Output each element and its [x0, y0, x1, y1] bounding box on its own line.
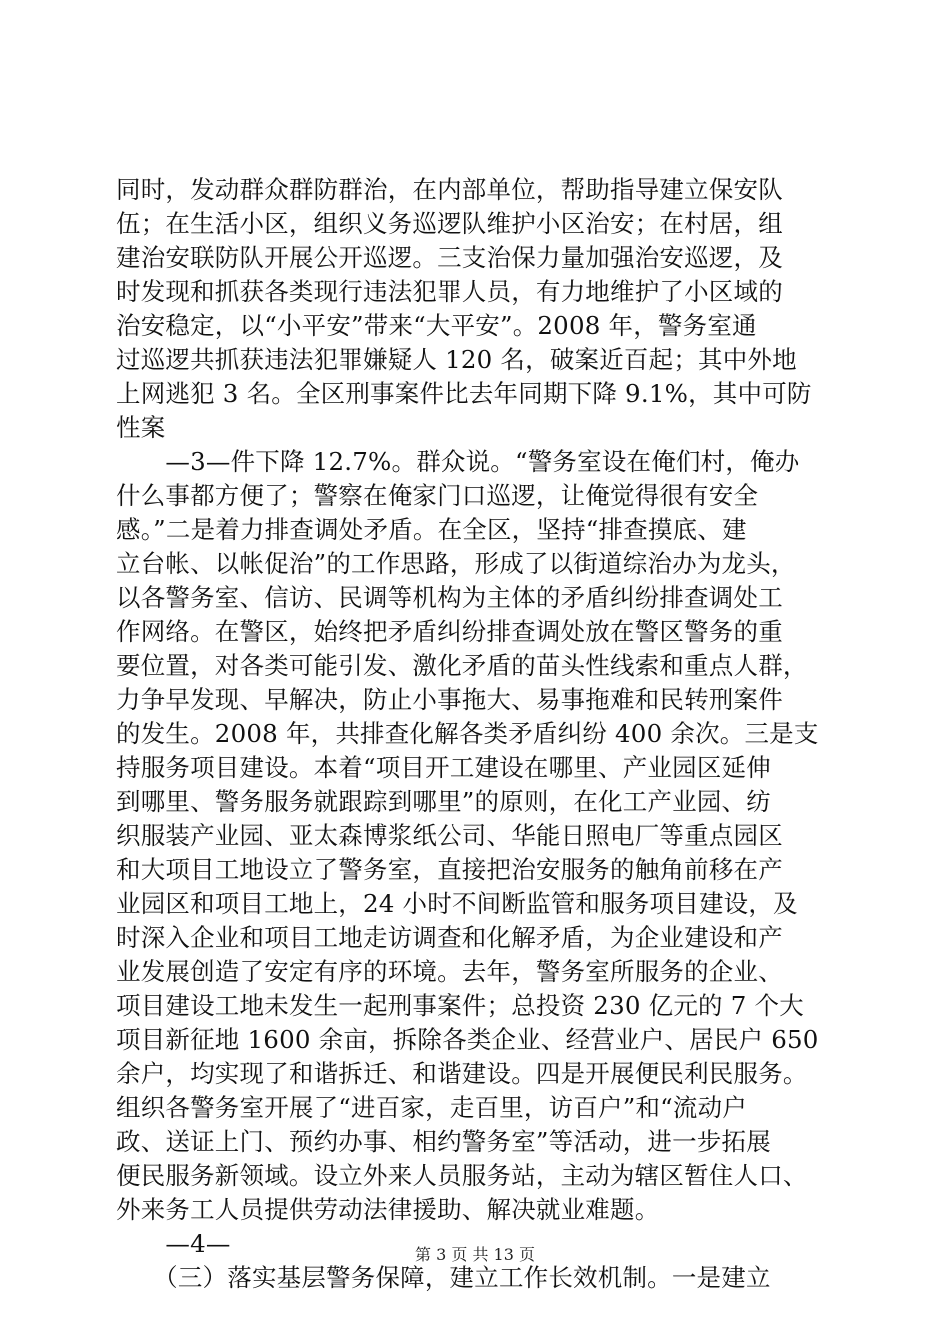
text-line: 治安稳定，以“小平安”带来“大平安”。2008 年，警务室通 [116, 311, 757, 340]
text-line: 过巡逻共抓获违法犯罪嫌疑人 120 名，破案近百起；其中外地 [116, 345, 797, 374]
text-line: 伍；在生活小区，组织义务巡逻队维护小区治安；在村居，组 [116, 209, 783, 238]
body-text [116, 173, 846, 1295]
text-line: 组织各警务室开展了“进百家，走百里，访百户”和“流动户 [116, 1093, 747, 1122]
text-line: 立台帐、以帐促治”的工作思路，形成了以街道综治办为龙头， [116, 549, 796, 578]
text-line: 同时，发动群众群防群治，在内部单位，帮助指导建立保安队 [116, 175, 783, 204]
text-line: 上网逃犯 3 名。全区刑事案件比去年同期下降 9.1%，其中可防 [116, 379, 812, 408]
text-line: 时深入企业和项目工地走访调查和化解矛盾，为企业建设和产 [116, 923, 783, 952]
text-line: 时发现和抓获各类现行违法犯罪人员，有力地维护了小区域的 [116, 277, 783, 306]
text-line: 业园区和项目工地上，24 小时不间断监管和服务项目建设，及 [116, 889, 798, 918]
text-line: 项目新征地 1600 余亩，拆除各类企业、经营业户、居民户 650 [116, 1025, 819, 1054]
text-line: 项目建设工地未发生一起刑事案件；总投资 230 亿元的 7 个大 [116, 991, 804, 1020]
text-line: 织服装产业园、亚太森博浆纸公司、华能日照电厂等重点园区 [116, 821, 783, 850]
text-line: 余户，均实现了和谐拆迁、和谐建设。四是开展便民利民服务。 [116, 1059, 808, 1088]
text-line: 建治安联防队开展公开巡逻。三支治保力量加强治安巡逻，及 [116, 243, 783, 272]
text-line: 感。”二是着力排查调处矛盾。在全区，坚持“排查摸底、建 [116, 515, 747, 544]
page-marker: —4— [116, 1229, 231, 1258]
text-line: 以各警务室、信访、民调等机构为主体的矛盾纠纷排查调处工 [116, 583, 783, 612]
text-line: 的发生。2008 年，共排查化解各类矛盾纠纷 400 余次。三是支 [116, 719, 819, 748]
text-line: 性案 [116, 413, 166, 442]
text-line: 要位置，对各类可能引发、激化矛盾的苗头性线索和重点人群， [116, 651, 808, 680]
text-line: —3—件下降 12.7%。群众说。“警务室设在俺们村，俺办 [116, 447, 800, 476]
text-line: 外来务工人员提供劳动法律援助、解决就业难题。 [116, 1195, 660, 1224]
text-line: 政、送证上门、预约办事、相约警务室”等活动，进一步拓展 [116, 1127, 771, 1156]
text-line: 持服务项目建设。本着“项目开工建设在哪里、产业园区延伸 [116, 753, 771, 782]
text-line: 力争早发现、早解决，防止小事拖大、易事拖难和民转刑案件 [116, 685, 783, 714]
text-line: 到哪里、警务服务就跟踪到哪里”的原则，在化工产业园、纺 [116, 787, 771, 816]
section-heading-line: （三）落实基层警务保障，建立工作长效机制。一是建立 [116, 1263, 771, 1292]
text-line: 便民服务新领域。设立外来人员服务站，主动为辖区暂住人口、 [116, 1161, 808, 1190]
text-line: 作网络。在警区，始终把矛盾纠纷排查调处放在警区警务的重 [116, 617, 783, 646]
page-footer: 第 3 页 共 13 页 [415, 1245, 535, 1264]
text-line: 和大项目工地设立了警务室，直接把治安服务的触角前移在产 [116, 855, 783, 884]
text-line: 业发展创造了安定有序的环境。去年，警务室所服务的企业、 [116, 957, 783, 986]
text-line: 什么事都方便了；警察在俺家门口巡逻，让俺觉得很有安全 [116, 481, 759, 510]
